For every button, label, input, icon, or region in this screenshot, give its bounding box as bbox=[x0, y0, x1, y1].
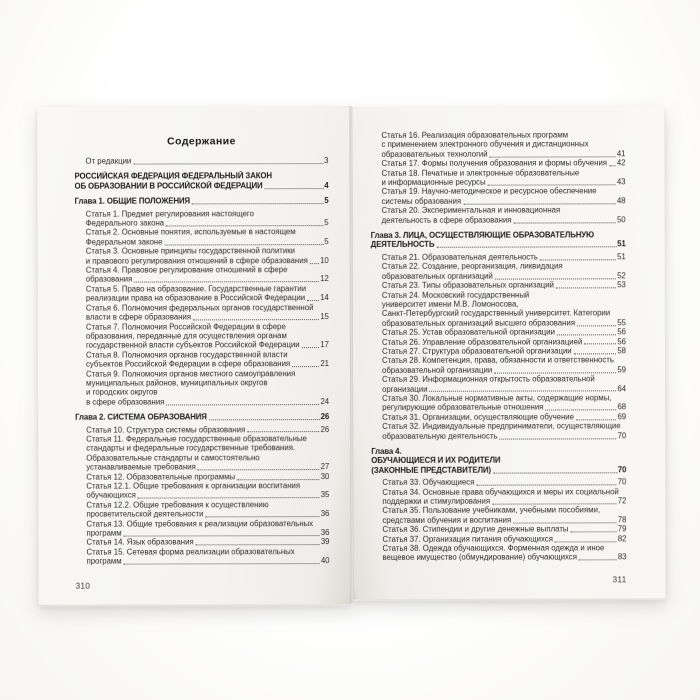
toc-entry-page: 83 bbox=[617, 552, 627, 562]
toc-entry-text: Статья 19. Научно-методическое и ресурсное обеспечение bbox=[381, 186, 597, 197]
toc-entry-page: 51 bbox=[617, 239, 626, 249]
toc-entry-text: Статья 21. Образовательная деятельность bbox=[381, 252, 538, 262]
toc-entry-text: Статья 37. Организация питания обучающихся bbox=[382, 534, 553, 544]
toc-article-entry bbox=[371, 487, 626, 506]
toc-entry-text: субъектов Российской Федерации в сфере образования bbox=[86, 359, 291, 369]
dot-leader bbox=[555, 540, 617, 542]
toc-entry-page: 39 bbox=[320, 537, 330, 547]
toc-entry-text: образовательных организаций высшего образования bbox=[381, 318, 576, 328]
toc-entry-text: Статья 28. Компетенция, права, обязанности и ответственность bbox=[382, 355, 614, 366]
toc-entry-text: поддержки и стимулирования bbox=[382, 496, 491, 506]
toc-entry-text: Федеральном законе bbox=[85, 237, 163, 247]
dot-leader bbox=[134, 280, 319, 282]
toc-entry-line bbox=[86, 256, 329, 266]
dot-leader bbox=[463, 202, 616, 204]
toc-entry-page: 78 bbox=[617, 515, 627, 525]
toc-entry-text: средствами обучения и воспитания bbox=[382, 515, 512, 525]
toc-entry-text: Статья 20. Экспериментальная и инновационная bbox=[381, 205, 561, 216]
toc-entry-text: ОБ ОБРАЗОВАНИИ В РОССИЙСКОЙ ФЕДЕРАЦИИ bbox=[74, 181, 263, 191]
toc-article-entry bbox=[371, 421, 626, 440]
dot-leader bbox=[557, 333, 616, 335]
toc-entry-text: Статья 8. Полномочия органов государственной власти bbox=[85, 349, 288, 360]
toc-entry-line bbox=[382, 487, 626, 497]
dot-leader bbox=[488, 183, 616, 185]
toc-entry-text: Статья 24. Московский государственный bbox=[381, 290, 530, 300]
dot-leader bbox=[513, 521, 617, 523]
dot-leader bbox=[584, 343, 616, 345]
toc-entry-page: 70 bbox=[617, 430, 627, 440]
toc-entry-text: программ bbox=[86, 556, 122, 566]
toc-entry-line bbox=[86, 340, 329, 350]
dot-leader bbox=[198, 468, 320, 470]
toc-entry-text: Статья 27. Структура образовательной организации bbox=[381, 346, 572, 356]
toc-entry-text: От редакции bbox=[85, 156, 132, 166]
toc-entry-text: Статья 6. Полномочия федеральных органов государственной bbox=[85, 302, 314, 313]
dot-leader bbox=[514, 221, 616, 223]
toc-entry-page: 79 bbox=[617, 524, 627, 534]
toc-article-entry bbox=[75, 500, 329, 519]
toc-entry-line bbox=[382, 374, 626, 384]
toc-entry-page: 36 bbox=[320, 528, 330, 538]
toc-entry-text: и городских округов bbox=[86, 387, 158, 398]
toc-entry-page: 30 bbox=[320, 471, 330, 481]
toc-entry-page: 64 bbox=[617, 383, 627, 393]
toc-entry-page: 43 bbox=[616, 177, 626, 187]
dot-leader bbox=[292, 365, 319, 367]
dot-leader bbox=[492, 502, 617, 504]
toc-entry-line bbox=[382, 421, 626, 431]
toc-entry-text: Статья 9. Полномочия органов местного самоуправления bbox=[86, 368, 296, 379]
toc-article-entry bbox=[75, 519, 329, 538]
toc-entry-page: 51 bbox=[617, 252, 626, 262]
toc-entry-text: вещевое имущество (обмундирование) обучающихся bbox=[382, 552, 577, 563]
dot-leader bbox=[196, 543, 320, 545]
toc-article-entry bbox=[75, 322, 329, 351]
toc-article-entry bbox=[371, 356, 626, 375]
dot-leader bbox=[493, 471, 617, 473]
toc-entry-page: 15 bbox=[320, 312, 329, 322]
toc-entry-line bbox=[381, 159, 625, 169]
toc-entry-text: образовательных технологий bbox=[381, 149, 488, 159]
toc-article-entry bbox=[371, 506, 626, 525]
toc-entry-line bbox=[383, 553, 627, 563]
toc-entry-line bbox=[75, 181, 329, 191]
toc-entry-page: 41 bbox=[616, 149, 626, 159]
toc-entry-text: Образовательные стандарты и самостоятельно bbox=[86, 453, 260, 463]
dot-leader bbox=[165, 243, 324, 245]
dot-leader bbox=[124, 562, 320, 565]
dot-leader bbox=[166, 224, 323, 226]
toc-entry-line bbox=[382, 431, 626, 441]
toc-entry-text: РОССИЙСКАЯ ФЕДЕРАЦИЯ ФЕДЕРАЛЬНЫЙ ЗАКОН bbox=[74, 171, 272, 182]
toc-entry-text: стандарты и федеральные государственные требования. bbox=[86, 443, 296, 454]
toc-chapter-entry bbox=[75, 412, 329, 422]
toc-entry-text: образования, переданные для осуществления органам bbox=[85, 331, 287, 341]
toc-left bbox=[74, 156, 329, 566]
toc-entry-text: государственной власти субъектов Российской Федерации bbox=[85, 340, 300, 351]
dot-leader bbox=[540, 258, 616, 260]
toc-entry-text: регулирующие образовательные отношения bbox=[382, 402, 544, 413]
toc-article-entry bbox=[371, 187, 626, 206]
toc-entry-page: 70 bbox=[617, 477, 627, 487]
toc-article-entry bbox=[371, 543, 626, 562]
toc-entry-text: Статья 32. Индивидуальные предприниматели, осуществляющие bbox=[382, 421, 621, 432]
toc-entry-text: Статья 1. Предмет регулирования настоящего bbox=[85, 208, 254, 219]
toc-entry-line bbox=[382, 215, 626, 225]
toc-article-entry bbox=[75, 209, 329, 228]
toc-article-entry bbox=[371, 168, 626, 187]
toc-entry-page: 26 bbox=[320, 412, 330, 422]
toc-entry-page: 5 bbox=[324, 196, 329, 206]
toc-entry-text: Статья 23. Типы образовательных организаций bbox=[381, 280, 554, 291]
dot-leader bbox=[124, 534, 320, 537]
toc-entry-text: деятельность в сфере образования bbox=[381, 215, 512, 225]
toc-entry-line bbox=[86, 481, 329, 491]
dot-leader bbox=[310, 262, 319, 264]
toc-entry-page: 55 bbox=[617, 318, 626, 328]
dot-leader bbox=[490, 155, 616, 157]
toc-entry-text: Глава 4. bbox=[371, 446, 402, 456]
toc-entry-text: Статья 38. Одежда обучающихся. Форменная одежда и иное bbox=[382, 543, 605, 553]
toc-entry-page: 53 bbox=[617, 280, 626, 290]
open-book bbox=[37, 105, 665, 607]
toc-entry-page: 35 bbox=[320, 490, 330, 500]
toc-entry-text: организации bbox=[382, 384, 428, 394]
toc-entry-page: 5 bbox=[324, 236, 329, 246]
toc-entry-text: устанавливаемые требования bbox=[86, 462, 196, 472]
toc-article-entry bbox=[370, 130, 625, 159]
toc-article-entry bbox=[75, 246, 329, 265]
toc-entry-page: 36 bbox=[320, 509, 330, 519]
toc-entry-page: 50 bbox=[616, 214, 626, 224]
dot-leader bbox=[247, 431, 319, 433]
toc-article-entry bbox=[75, 369, 329, 407]
book-page-left bbox=[37, 106, 350, 607]
toc-entry-text: Статья 31. Организации, осуществляющие обучение bbox=[382, 412, 575, 422]
toc-entry-page: 21 bbox=[320, 359, 330, 369]
toc-entry-text: Статья 36. Стипендии и другие денежные выплаты bbox=[382, 524, 569, 535]
toc-entry-text: Глава 1. ОБЩИЕ ПОЛОЖЕНИЯ bbox=[74, 196, 190, 206]
book-page-right bbox=[352, 106, 665, 601]
toc-entry-page: 3 bbox=[324, 156, 329, 166]
toc-entry-line bbox=[371, 230, 626, 240]
toc-entry-text: Статья 17. Формы получения образования и формы обучения bbox=[381, 158, 608, 169]
toc-entry-text: Статья 3. Основные принципы государственной политики bbox=[85, 246, 295, 256]
toc-entry-text: Глава 2. СИСТЕМА ОБРАЗОВАНИЯ bbox=[75, 412, 207, 422]
toc-entry-text: муниципальных районов, муниципальных округов bbox=[86, 378, 268, 388]
toc-entry-page: 40 bbox=[320, 556, 330, 566]
toc-entry-line bbox=[86, 519, 329, 529]
dot-leader bbox=[576, 418, 616, 420]
toc-chapter-entry bbox=[75, 171, 329, 190]
toc-article-entry bbox=[75, 434, 329, 472]
toc-entry-page: 70 bbox=[617, 465, 627, 475]
dot-leader bbox=[556, 286, 616, 288]
toc-entry-text: в сфере образования bbox=[86, 397, 165, 407]
toc-article-entry bbox=[75, 303, 329, 322]
toc-article-entry bbox=[371, 206, 626, 225]
dot-leader bbox=[577, 324, 616, 326]
toc-entry-page: 4 bbox=[324, 180, 329, 190]
toc-entry-page: 17 bbox=[320, 340, 329, 350]
toc-entry-text: образования bbox=[85, 275, 133, 285]
toc-article-entry bbox=[75, 227, 329, 246]
dot-leader bbox=[192, 202, 323, 204]
toc-article-entry bbox=[76, 547, 330, 566]
toc-entry-page: 68 bbox=[617, 402, 627, 412]
toc-article-entry bbox=[371, 393, 626, 412]
toc-entry-text: Статья 22. Создание, реорганизация, ликвидация bbox=[381, 261, 563, 272]
dot-leader bbox=[205, 515, 319, 517]
dot-leader bbox=[436, 246, 616, 248]
toc-entry-line bbox=[371, 240, 626, 250]
toc-entry-text: обучающихся bbox=[86, 490, 136, 501]
toc-entry-text: (ЗАКОННЫЕ ПРЕДСТАВИТЕЛИ) bbox=[371, 465, 491, 475]
toc-article-entry bbox=[370, 159, 625, 169]
toc-entry-line bbox=[382, 356, 626, 366]
toc-article-entry bbox=[371, 262, 626, 281]
toc-entry-text: Санкт-Петербургский государственный университет. Категории bbox=[381, 308, 611, 319]
toc-entry-line bbox=[382, 187, 626, 197]
toc-entry-text: Статья 33. Обучающиеся bbox=[382, 477, 475, 488]
toc-entry-text: Статья 12.2. Общие требования к осуществлению bbox=[86, 500, 269, 510]
dot-leader bbox=[430, 390, 617, 392]
toc-entry-text: образовательной организации bbox=[382, 365, 493, 375]
dot-leader bbox=[494, 371, 616, 373]
toc-entry-text: Статья 14. Язык образования bbox=[86, 537, 194, 548]
toc-entry-text: Статья 12. Образовательные программы bbox=[86, 471, 236, 482]
toc-entry-text: и правового регулирования отношений в сфере образования bbox=[85, 255, 308, 266]
page-number-left: 310 bbox=[75, 581, 91, 591]
toc-entry-text: просветительской деятельности bbox=[86, 509, 204, 519]
toc-entry-page: 56 bbox=[617, 327, 626, 337]
toc-right bbox=[370, 130, 626, 563]
toc-entry-text: власти в сфере образования bbox=[85, 312, 192, 322]
toc-entry-page: 56 bbox=[617, 336, 626, 346]
toc-entry-text: Статья 4. Правовое регулирование отношений в сфере bbox=[85, 265, 288, 275]
toc-entry-text: Статья 16. Реализация образовательных программ bbox=[381, 130, 569, 140]
toc-entry-page: 82 bbox=[617, 533, 627, 543]
toc-entry-text: реализации права на образование в Российской Федерации bbox=[85, 293, 306, 303]
toc-entry-text: Статья 15. Сетевая форма реализации образовательных bbox=[86, 546, 295, 557]
toc-entry-text: Федерального закона bbox=[85, 218, 165, 228]
toc-entry-text: Глава 3. ЛИЦА, ОСУЩЕСТВЛЯЮЩИЕ ОБРАЗОВАТЕЛЬНУЮ bbox=[370, 230, 595, 241]
toc-entry-text: университет имени М.В. Ломоносова, bbox=[381, 299, 519, 309]
toc-entry-line bbox=[86, 369, 329, 379]
toc-entry-page: 14 bbox=[320, 293, 329, 303]
toc-entry-text: Статья 5. Право на образование. Государственные гарантии bbox=[85, 283, 307, 294]
toc-entry-page: 72 bbox=[617, 496, 627, 506]
toc-entry-page: 52 bbox=[617, 270, 626, 280]
toc-entry-text: ДЕЯТЕЛЬНОСТЬ bbox=[370, 240, 435, 250]
toc-entry-text: Статья 18. Печатные и электронные образовательные bbox=[381, 168, 580, 178]
dot-leader bbox=[166, 403, 319, 405]
toc-article-entry bbox=[371, 290, 626, 328]
toc-entry-line bbox=[86, 443, 329, 453]
toc-entry-text: Статья 35. Пользование учебниками, учебными пособиями, bbox=[382, 505, 601, 516]
toc-entry-text: Статья 30. Локальные нормативные акты, содержащие нормы, bbox=[382, 393, 612, 403]
toc-entry-text: Статья 34. Основные права обучающихся и меры их социальной bbox=[382, 486, 619, 497]
toc-entry-text: Статья 2. Основные понятия, используемые в настоящем bbox=[85, 227, 296, 238]
toc-entry-page: 27 bbox=[320, 462, 330, 472]
toc-chapter-entry bbox=[371, 230, 626, 249]
toc-entry-text: Статья 13. Общие требования к реализации образовательных bbox=[86, 518, 314, 529]
dot-leader bbox=[574, 352, 617, 354]
toc-entry-text: образовательную деятельность bbox=[382, 431, 498, 441]
toc-entry-text: Статья 7. Полномочия Российской Федерации в сфере bbox=[85, 321, 286, 332]
dot-leader bbox=[133, 162, 323, 164]
toc-entry-text: Статья 12.1. Общие требования к организации воспитания bbox=[86, 481, 301, 491]
dot-leader bbox=[237, 478, 320, 480]
toc-entry-text: Статья 10. Структура системы образования bbox=[86, 424, 246, 435]
toc-entry-page: 59 bbox=[617, 365, 627, 375]
toc-entry-page: 10 bbox=[320, 255, 329, 265]
toc-entry-line bbox=[87, 556, 330, 566]
toc-entry-line bbox=[382, 543, 626, 553]
toc-entry-text: и информационные ресурсы bbox=[381, 177, 486, 187]
dot-leader bbox=[193, 318, 319, 320]
toc-entry-page: 5 bbox=[324, 218, 329, 228]
dot-leader bbox=[495, 277, 616, 279]
toc-article-entry bbox=[75, 284, 329, 303]
dot-leader bbox=[609, 164, 616, 166]
dot-leader bbox=[579, 559, 617, 561]
toc-chapter-entry bbox=[371, 446, 626, 475]
dot-leader bbox=[476, 483, 616, 485]
toc-entry-line bbox=[382, 309, 626, 319]
toc-article-entry bbox=[75, 481, 329, 500]
toc-entry-page: 42 bbox=[616, 158, 626, 168]
toc-entry-text: программ bbox=[86, 528, 122, 538]
toc-entry-line bbox=[75, 196, 329, 206]
toc-title: Содержание bbox=[167, 135, 236, 148]
toc-entry-text: системы образования bbox=[381, 196, 462, 206]
toc-entry-text: образовательных организаций bbox=[381, 271, 493, 281]
dot-leader bbox=[499, 437, 616, 439]
toc-entry-line bbox=[86, 227, 329, 237]
toc-entry-text: Статья 29. Информационная открытость образовательной bbox=[382, 374, 595, 385]
page-number-right: 311 bbox=[612, 575, 627, 585]
toc-entry-line bbox=[75, 412, 329, 422]
toc-article-entry bbox=[75, 350, 329, 369]
dot-leader bbox=[545, 409, 616, 411]
dot-leader bbox=[138, 496, 320, 498]
dot-leader bbox=[302, 346, 320, 348]
toc-entry-text: ОБУЧАЮЩИЕСЯ И ИХ РОДИТЕЛИ bbox=[371, 456, 501, 466]
toc-article-entry bbox=[74, 156, 328, 166]
toc-entry-line bbox=[382, 393, 626, 403]
toc-entry-line bbox=[382, 506, 626, 516]
toc-entry-text: Статья 25. Устав образовательной организации bbox=[381, 327, 555, 338]
dot-leader bbox=[209, 418, 320, 420]
toc-entry-line bbox=[86, 397, 329, 407]
toc-entry-line bbox=[87, 547, 330, 557]
toc-entry-text: Статья 26. Управление образовательной организацией bbox=[381, 336, 583, 347]
toc-entry-line bbox=[85, 156, 328, 166]
toc-entry-text: с применением электронного обучения и дистанционных bbox=[381, 139, 589, 150]
toc-entry-page: 58 bbox=[617, 346, 626, 356]
toc-article-entry bbox=[75, 265, 329, 284]
toc-entry-page: 24 bbox=[320, 396, 330, 406]
toc-entry-page: 12 bbox=[320, 274, 329, 284]
toc-entry-page: 69 bbox=[617, 412, 627, 422]
toc-chapter-entry bbox=[75, 196, 329, 206]
toc-entry-page: 48 bbox=[616, 196, 626, 206]
toc-entry-page: 26 bbox=[320, 424, 330, 434]
toc-entry-text: Статья 11. Федеральные государственные образовательные bbox=[86, 434, 307, 444]
dot-leader bbox=[265, 187, 324, 189]
dot-leader bbox=[570, 530, 616, 532]
toc-entry-line bbox=[371, 465, 626, 475]
dot-leader bbox=[307, 299, 319, 301]
toc-entry-line bbox=[86, 303, 329, 313]
toc-article-entry bbox=[371, 374, 626, 393]
